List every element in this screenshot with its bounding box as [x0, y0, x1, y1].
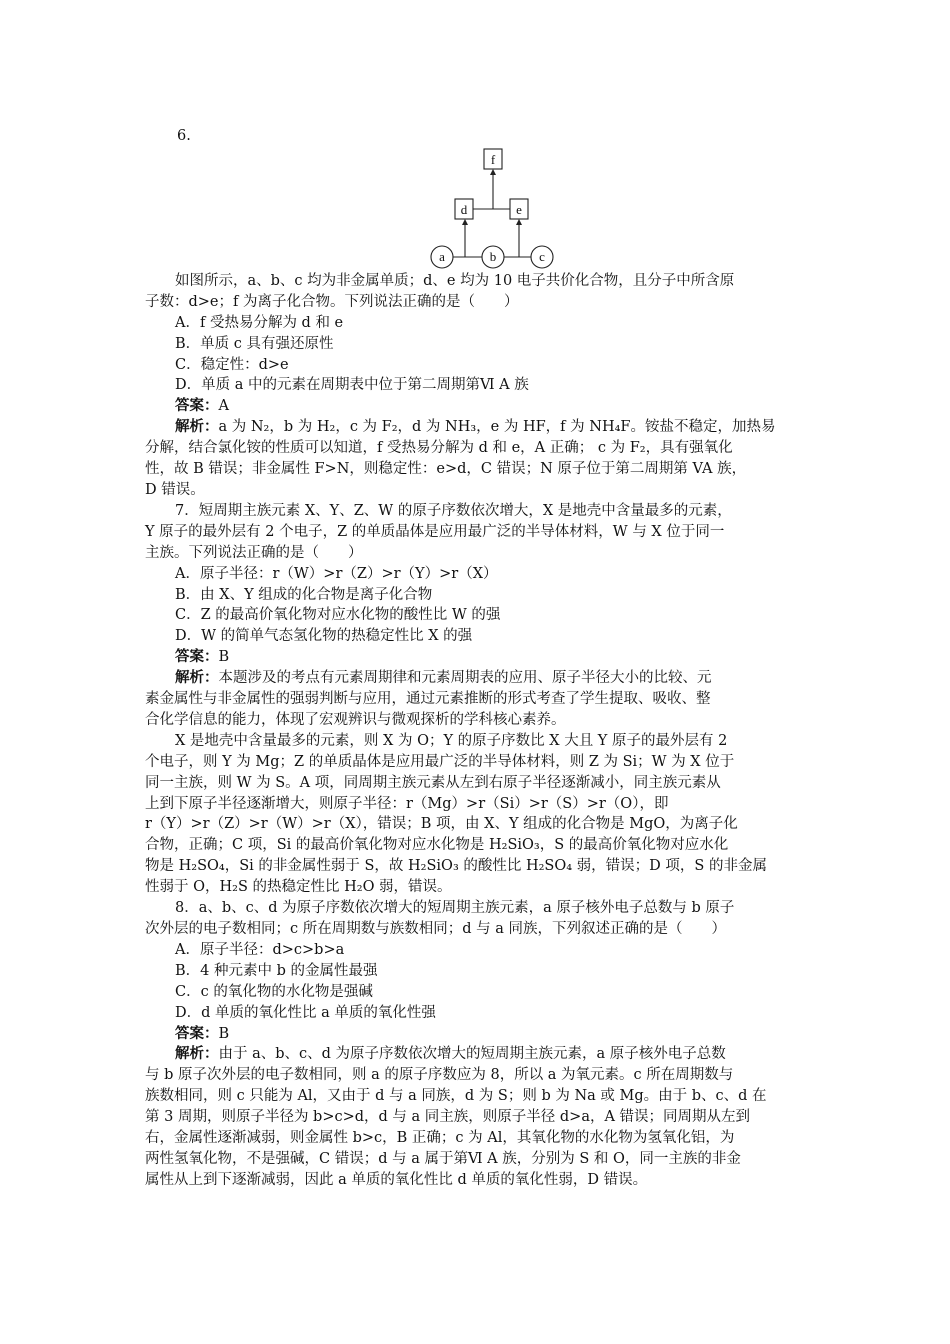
q6-option-c: C．稳定性：d>e	[175, 356, 289, 373]
q6-option-b: B．单质 c 具有强还原性	[175, 335, 334, 352]
q7-detail-line: 物是 H₂SO₄，Si 的非金属性弱于 S，故 H₂SiO₃ 的酸性比 H₂SO₄ 弱，错误；D 项，S 的非金属	[145, 858, 767, 875]
q8-analysis-line: 属性从上到下逐渐减弱，因此 a 单质的氧化性比 d 单质的氧化性弱，D 错误。	[145, 1171, 648, 1188]
q7-detail-line: 合物，正确；C 项，Si 的最高价氧化物对应水化物是 H₂SiO₃，S 的最高价氧化物对应水化	[145, 837, 729, 854]
q6-analysis-line: D 错误。	[145, 481, 205, 498]
q8-stem-line: 次外层的电子数相同；c 所在周期数与族数相同；d 与 a 同族，下列叙述正确的是（ ）	[145, 921, 726, 937]
q8-stem-line: 8．a、b、c、d 为原子序数依次增大的短周期主族元素，a 原子核外电子总数与 b 原子	[175, 900, 735, 917]
q8-analysis-line: 第 3 周期，则原子半径为 b>c>d，d 与 a 同主族，则原子半径 d>a，A 错误；同周期从左到	[145, 1109, 751, 1126]
q8-option-b: B．4 种元素中 b 的金属性最强	[175, 962, 378, 979]
q6-stem-line: 如图所示，a、b、c 均为非金属单质；d、e 均为 10 电子共价化合物，且分子中所含原	[175, 272, 735, 289]
q6-diagram	[145, 147, 810, 271]
q6-number: 6.	[177, 128, 191, 144]
q7-detail-line: 同一主族，则 W 为 S。A 项，同周期主族元素从左到右原子半径逐渐减小，同主族元素从	[145, 774, 721, 791]
node-b-label: b	[489, 248, 497, 264]
q7-analysis-line: 素金属性与非金属性的强弱判断与应用，通过元素推断的形式考查了学生提取、吸收、整	[145, 691, 711, 708]
q6-answer: 答案：A	[175, 397, 229, 415]
q8-option-a: A．原子半径：d>c>b>a	[175, 941, 345, 958]
q8-analysis-line: 右，金属性逐渐减弱，则金属性 b>c，B 正确；c 为 Al，其氧化物的水化物为氢氧化铝，为	[145, 1130, 735, 1147]
q6-analysis-line: 性，故 B 错误；非金属性 F>N，则稳定性：e>d，C 错误；N 原子位于第二周期第 VA 族，	[145, 461, 747, 478]
q8-analysis-line: 两性氢氧化物，不是强碱，C 错误；d 与 a 属于第Ⅵ A 族，分别为 S 和 O，同一主族的非金	[145, 1150, 741, 1167]
q7-stem-line: Y 原子的最外层有 2 个电子，Z 的单质晶体是应用最广泛的半导体材料，W 与 X 位于同一	[145, 523, 725, 540]
q7-answer: 答案：B	[175, 648, 230, 666]
q6-analysis-line: 解析：a 为 N₂，b 为 H₂，c 为 F₂，d 为 NH₃，e 为 HF，f 为 NH₄F。铵盐不稳定，加热易	[175, 418, 776, 436]
q7-detail-line: 性弱于 O，H₂S 的热稳定性比 H₂O 弱，错误。	[145, 879, 452, 896]
q6-stem-line: 子数：d>e；f 为离子化合物。下列说法正确的是（ ）	[145, 293, 519, 310]
node-f-label: f	[490, 151, 496, 167]
q7-detail-line: 个电子，则 Y 为 Mg；Z 的单质晶体是应用最广泛的半导体材料，则 Z 为 Si；W 为 X 位于	[145, 753, 735, 770]
node-d-label: d	[460, 201, 468, 217]
q8-analysis-line: 与 b 原子次外层的电子数相同，则 a 的原子序数应为 8，所以 a 为氧元素。c 所在周期数与	[145, 1067, 734, 1084]
q7-analysis-line: 合化学信息的能力，体现了宏观辨识与微观探析的学科核心素养。	[145, 711, 566, 728]
q7-analysis-line: 解析：本题涉及的考点有元素周期律和元素周期表的应用、原子半径大小的比较、元	[175, 669, 712, 687]
q7-option-a: A．原子半径：r（W）>r（Z）>r（Y）>r（X）	[175, 565, 498, 582]
document-page	[145, 126, 810, 1191]
q7-detail-line: 上到下原子半径逐渐增大，则原子半径：r（Mg）>r（Si）>r（S）>r（O），即	[145, 795, 669, 812]
q8-analysis-line: 解析：由于 a、b、c、d 为原子序数依次增大的短周期主族元素，a 原子核外电子总数	[175, 1045, 726, 1063]
q6-option-a: A．f 受热易分解为 d 和 e	[175, 314, 344, 331]
node-c-label: c	[539, 248, 545, 264]
q7-option-c: C．Z 的最高价氧化物对应水化物的酸性比 W 的强	[175, 607, 501, 624]
node-a-label: a	[439, 248, 445, 264]
q8-option-d: D．d 单质的氧化性比 a 单质的氧化性强	[175, 1004, 436, 1021]
q7-stem-line: 7．短周期主族元素 X、Y、Z、W 的原子序数依次增大，X 是地壳中含量最多的元素，	[175, 502, 732, 519]
q7-stem-line: 主族。下列说法正确的是（ ）	[145, 544, 363, 561]
q7-option-b: B．由 X、Y 组成的化合物是离子化合物	[175, 586, 433, 603]
q7-detail-line: X 是地壳中含量最多的元素，则 X 为 O；Y 的原子序数比 X 大且 Y 原子的最外层有 2	[175, 732, 728, 749]
q6-analysis-line: 分解，结合氯化铵的性质可以知道，f 受热易分解为 d 和 e，A 正确； c 为 F₂，具有强氧化	[145, 440, 733, 457]
q7-option-d: D．W 的简单气态氢化物的热稳定性比 X 的强	[175, 628, 473, 645]
q8-analysis-line: 族数相同，则 c 只能为 Al，又由于 d 与 a 同族，d 为 S；则 b 为 Na 或 Mg。由于 b、c、d 在	[145, 1088, 767, 1105]
q8-answer: 答案：B	[175, 1024, 230, 1042]
node-e-label: e	[516, 201, 522, 217]
q7-detail-line: r（Y）>r（Z）>r（W）>r（X），错误；B 项，由 X、Y 组成的化合物是 MgO，为离子化	[145, 816, 738, 833]
q8-option-c: C．c 的氧化物的水化物是强碱	[175, 983, 373, 1000]
q6-option-d: D．单质 a 中的元素在周期表中位于第二周期第Ⅵ A 族	[175, 377, 529, 394]
